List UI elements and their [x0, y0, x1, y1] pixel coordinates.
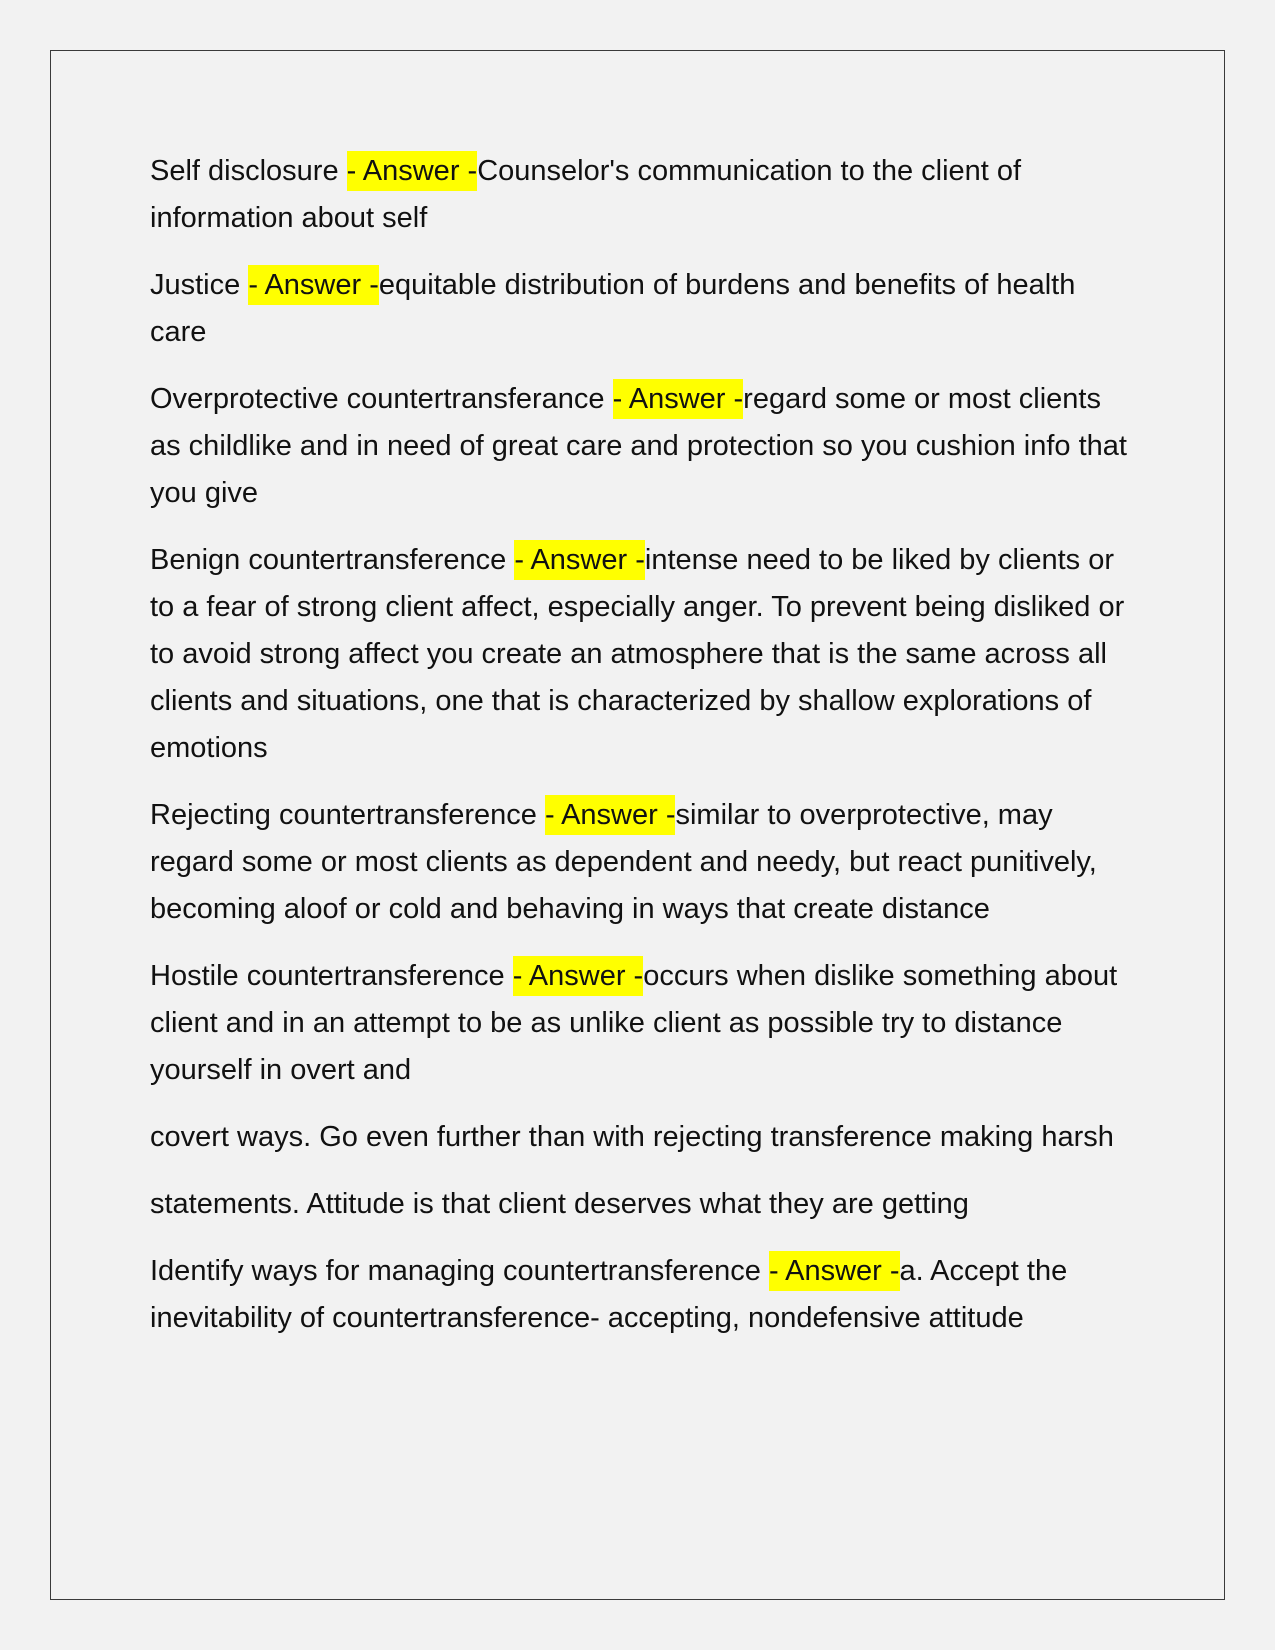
flashcard-entry [150, 537, 1130, 772]
flashcard-entry [150, 953, 1130, 1094]
term: Justice [150, 269, 249, 301]
answer-marker: - Answer - [514, 540, 645, 580]
continuation-paragraph: covert ways. Go even further than with rejecting transference making harsh [150, 1121, 1114, 1153]
definition: Counselor's communication to the client of information about self [150, 155, 1022, 234]
document-body [150, 148, 1130, 1362]
definition: a. Accept the inevitability of countertransference- accepting, nondefensive attitude [150, 1255, 1068, 1334]
flashcard-entry [150, 376, 1130, 517]
answer-marker: - Answer - [513, 956, 644, 996]
answer-marker: - Answer - [613, 379, 744, 419]
term: Identify ways for managing countertransference [150, 1255, 769, 1287]
definition: intense need to be liked by clients or to a fear of strong client affect, especially anger. To prevent being disliked or to avoid strong affect you create an atmosphere that is the same across all clients and situations, one that is characterized by shallow explorations of emotions [150, 544, 1125, 764]
definition: similar to overprotective, may regard some or most clients as dependent and needy, but react punitively, becoming aloof or cold and behaving in ways that create distance [150, 799, 1097, 925]
term: Hostile countertransference [150, 960, 513, 992]
answer-marker: - Answer - [347, 151, 478, 191]
flashcard-entry [150, 792, 1130, 933]
flashcard-entry [150, 262, 1130, 356]
answer-marker: - Answer - [769, 1251, 900, 1291]
flashcard-entry [150, 148, 1130, 242]
definition: equitable distribution of burdens and benefits of health care [150, 269, 1076, 348]
definition: occurs when dislike something about client and in an attempt to be as unlike client as possible try to distance yourself in overt and [150, 960, 1118, 1086]
answer-marker: - Answer - [545, 795, 676, 835]
term: Rejecting countertransference [150, 799, 545, 831]
continuation-paragraph: statements. Attitude is that client deserves what they are getting [150, 1188, 969, 1220]
flashcard-entry [150, 1248, 1130, 1342]
term: Self disclosure [150, 155, 347, 187]
term: Benign countertransference [150, 544, 515, 576]
term: Overprotective countertransferance [150, 383, 613, 415]
answer-marker: - Answer - [248, 265, 379, 305]
definition: regard some or most clients as childlike and in need of great care and protection so you cushion info that you give [150, 383, 1127, 509]
